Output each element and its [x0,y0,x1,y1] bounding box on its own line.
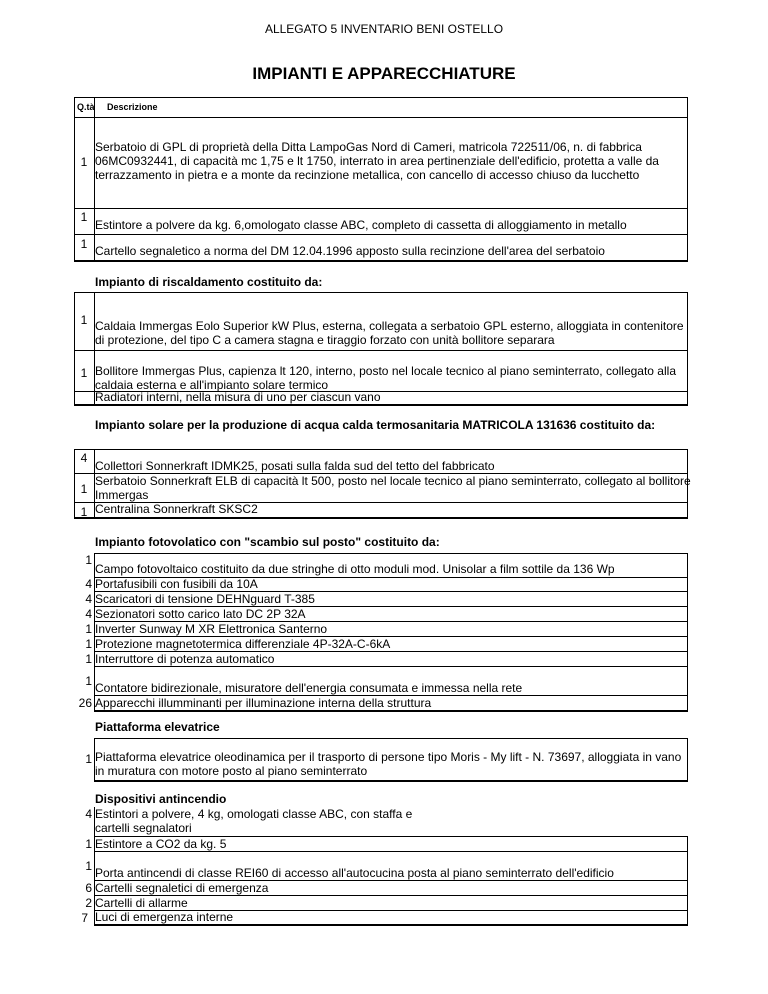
row-desc: Radiatori interni, nella misura di uno per ciascun vano [95,390,381,404]
row-desc: Cartelli segnaletici di emergenza [95,881,269,895]
row-qty: 1 [85,859,92,873]
section-title-riscaldamento: Impianto di riscaldamento costituito da: [95,275,323,289]
row-qty: 26 [78,696,92,710]
row-qty: 4 [85,607,92,621]
row-qty: 1 [80,366,88,380]
row-desc: Collettori Sonnerkraft IDMK25, posati sulla falda sud del tetto del fabbricato [95,459,495,473]
row-qty: 4 [85,577,92,591]
row-desc: Estintori a polvere, 4 kg, omologati classe ABC, con staffa e cartelli segnalatori [95,807,413,835]
row-desc: Serbatoio Sonnerkraft ELB di capacità lt 500, posto nel locale tecnico al piano seminterrato, collegato al bollitore Immergas [95,474,691,502]
row-desc: Protezione magnetotermica differenziale 4P-32A-C-6kA [95,637,391,651]
row-desc: Estintore a polvere da kg. 6,omologato classe ABC, completo di cassetta di alloggiamento in metallo [95,218,627,232]
row-qty: 1 [80,210,88,224]
row-desc: Cartelli di allarme [95,896,188,910]
row-desc: Piattaforma elevatrice oleodinamica per il trasporto di persone tipo Moris - My lift - N. 73697, alloggiata in vano in muratura con motore posto al piano seminterrato [95,750,682,778]
row-desc: Portafusibili con fusibili da 10A [95,577,258,591]
row-desc: Porta antincendi di classe REI60 di accesso all'autocucina posta al piano seminterrato dell'edificio [95,866,614,880]
column-header-qty: Q.tà [77,102,95,112]
row-qty: 1 [80,313,88,327]
row-desc: Centralina Sonnerkraft SKSC2 [95,502,258,516]
row-qty: 1 [85,674,92,688]
row-desc: Contatore bidirezionale, misuratore dell'energia consumata e immessa nella rete [95,681,523,695]
row-desc: Cartello segnaletico a norma del DM 12.04.1996 apposto sulla recinzione dell'area del serbatoio [95,244,605,258]
row-qty: 1 [80,505,88,519]
row-desc: Inverter Sunway M XR Elettronica Santerno [95,622,328,636]
section-title-solare: Impianto solare per la produzione di acqua calda termosanitaria MATRICOLA 131636 costituito da: [95,418,656,432]
row-desc: Campo fotovoltaico costituito da due stringhe di otto moduli mod. Unisolar a film sottile da 136 Wp [95,562,615,576]
row-qty: 7 [81,911,88,925]
row-qty: 4 [80,451,88,465]
row-qty: 6 [85,881,92,895]
column-header-desc: Descrizione [107,102,158,112]
row-desc: Apparecchi illumminanti per illuminazione interna della struttura [95,696,432,710]
row-desc: Scaricatori di tensione DEHNguard T-385 [95,592,315,606]
row-desc: Bollitore Immergas Plus, capienza lt 120, interno, posto nel locale tecnico al piano seminterrato, collegato alla caldaia esterna e all'impianto solare termico [95,364,676,392]
section-title-antincendio: Dispositivi antincendio [95,792,227,806]
row-desc: Estintore a CO2 da kg. 5 [95,837,227,851]
row-qty: 1 [85,622,92,636]
section-title-fotovoltaico: Impianto fotovolatico con "scambio sul posto" costituito da: [95,535,440,549]
row-qty: 1 [80,237,88,251]
row-qty: 1 [85,553,92,567]
row-qty: 1 [80,482,88,496]
row-qty: 1 [85,652,92,666]
section-title-piattaforma: Piattaforma elevatrice [95,720,220,734]
row-desc: Sezionatori sotto carico lato DC 2P 32A [95,607,306,621]
row-qty: 2 [85,896,92,910]
row-desc: Serbatoio di GPL di proprietà della Ditta LampoGas Nord di Cameri, matricola 722511/06, n. di fabbrica 06MC0932441, di capacità mc 1,75 e lt 1750, interrato in area pertinenziale dell'edificio, protetta a valle da terrazzamento in pietra e a monte da recinzione metallica, con cancello di accesso chiuso da lucchetto [95,140,659,182]
row-desc: Luci di emergenza interne [95,910,234,924]
page-title: IMPIANTI E APPARECCHIATURE [252,64,516,83]
row-qty: 1 [85,752,92,766]
row-qty: 4 [85,592,92,606]
document-header: ALLEGATO 5 INVENTARIO BENI OSTELLO [264,22,504,36]
row-desc: Interruttore di potenza automatico [95,652,275,666]
row-qty: 4 [85,807,92,821]
row-desc: Caldaia Immergas Eolo Superior kW Plus, esterna, collegata a serbatoio GPL esterno, alloggiata in contenitore di protezione, del tipo C a camera stagna e tiraggio forzato con unità bollitore separara [95,319,684,347]
row-qty: 1 [80,155,88,169]
row-qty: 1 [85,637,92,651]
row-qty: 1 [85,837,92,851]
